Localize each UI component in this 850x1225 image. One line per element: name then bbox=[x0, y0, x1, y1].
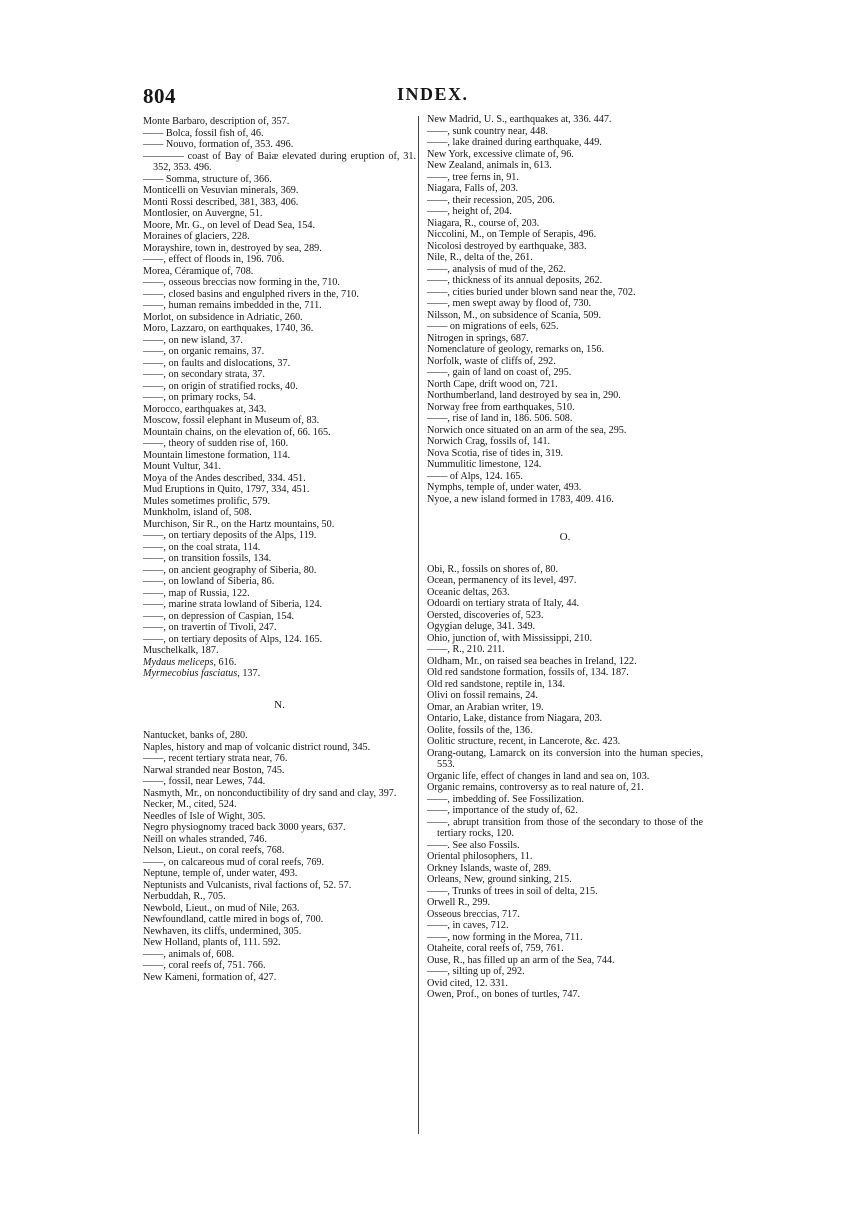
index-entry: New Holland, plants of, 111. 592. bbox=[143, 937, 281, 948]
index-entry: Needles of Isle of Wight, 305. bbox=[143, 810, 266, 822]
index-entry: Oceanic deltas, 263. bbox=[427, 586, 510, 598]
index-entry: New Kameni, formation of, 427. bbox=[143, 971, 277, 983]
index-entry: Nantucket, banks of, 280. bbox=[143, 730, 248, 741]
index-section-n bbox=[143, 730, 416, 983]
index-entry: Niagara, Falls of, 203. bbox=[427, 183, 519, 194]
index-entry: ——, fossil, near Lewes, 744. bbox=[143, 776, 266, 787]
index-column-right bbox=[427, 114, 703, 1001]
page-title: INDEX. bbox=[397, 84, 469, 104]
index-section-m bbox=[143, 116, 416, 657]
index-entry: Orleans, New, ground sinking, 215. bbox=[427, 874, 572, 885]
index-entry: ——, abrupt transition from those of the secondary to those of the tertiary rocks, 120. bbox=[427, 816, 703, 839]
index-entry: ——, importance of the study of, 62. bbox=[427, 805, 578, 816]
index-entry: Nitrogen in springs, 687. bbox=[427, 332, 529, 344]
index-entry: ——, on calcareous mud of coral reefs, 769. bbox=[143, 856, 325, 868]
column-divider bbox=[418, 116, 419, 1134]
index-entry: Nummulitic limestone, 124. bbox=[427, 459, 542, 470]
index-entry: Ocean, permanency of its level, 497. bbox=[427, 575, 577, 586]
index-entry: Newfoundland, cattle mired in bogs of, 700. bbox=[143, 914, 324, 925]
index-entry: ——, on tertiary deposits of Alps, 124. 165. bbox=[143, 633, 323, 645]
index-entry: Osseous breccias, 717. bbox=[427, 908, 520, 920]
index-entry: Mountain limestone formation, 114. bbox=[143, 449, 291, 461]
index-entry: ——, height of, 204. bbox=[427, 206, 512, 217]
index-entry: ——, osseous breccias now forming in the, 710. bbox=[143, 277, 340, 288]
index-entry: Oldham, Mr., on raised sea beaches in Ireland, 122. bbox=[427, 655, 637, 667]
index-entry: Mud Eruptions in Quito, 1797, 334, 451. bbox=[143, 484, 310, 495]
index-entry: ——, theory of sudden rise of, 160. bbox=[143, 438, 289, 449]
index-entry: Munkholm, island of, 508. bbox=[143, 507, 252, 518]
index-entry: Owen, Prof., on bones of turtles, 747. bbox=[427, 989, 581, 1000]
index-entry: Mules sometimes prolific, 579. bbox=[143, 495, 271, 507]
index-entry: ——, imbedding of. See Fossilization. bbox=[427, 793, 585, 805]
index-entry: ——, on origin of stratified rocks, 40. bbox=[143, 380, 298, 392]
index-entry: Moore, Mr. G., on level of Dead Sea, 154. bbox=[143, 219, 316, 231]
index-section-n-continued bbox=[427, 114, 703, 505]
index-entry: —— of Alps, 124. 165. bbox=[427, 470, 523, 482]
index-entry: —— Bolca, fossil fish of, 46. bbox=[143, 127, 264, 139]
index-entry: ——, on new island, 37. bbox=[143, 334, 243, 346]
index-entry: Norfolk, waste of cliffs of, 292. bbox=[427, 355, 556, 367]
index-entry: Nilsson, M., on subsidence of Scania, 509. bbox=[427, 309, 602, 321]
index-entry: Ogygian deluge, 341. 349. bbox=[427, 621, 536, 632]
index-entry: Old red sandstone, reptile in, 134. bbox=[427, 678, 566, 690]
index-entry: New Zealand, animals in, 613. bbox=[427, 160, 552, 171]
index-entry: Orwell R., 299. bbox=[427, 897, 491, 908]
index-entry: Muschelkalk, 187. bbox=[143, 645, 219, 656]
index-entry: ——, tree ferns in, 91. bbox=[427, 171, 519, 183]
index-entry: Olivi on fossil remains, 24. bbox=[427, 690, 538, 701]
index-entry: Morocco, earthquakes at, 343. bbox=[143, 403, 267, 415]
index-entry: Nova Scotia, rise of tides in, 319. bbox=[427, 447, 564, 459]
index-entry: Nomenclature of geology, remarks on, 156. bbox=[427, 344, 605, 355]
index-entry: Murchison, Sir R., on the Hartz mountains, 50. bbox=[143, 518, 335, 530]
index-entry: Ovid cited, 12. 331. bbox=[427, 977, 508, 989]
index-entry-italic bbox=[143, 657, 416, 669]
index-entry: Moya of the Andes described, 334. 451. bbox=[143, 472, 306, 484]
index-entry: ——, on organic remains, 37. bbox=[143, 346, 265, 357]
index-entry: Newhaven, its cliffs, undermined, 305. bbox=[143, 925, 302, 937]
index-entry: ——, on tertiary deposits of the Alps, 119. bbox=[143, 530, 317, 541]
index-column-left bbox=[143, 116, 416, 983]
index-entry: New York, excessive climate of, 96. bbox=[427, 148, 574, 160]
index-entry: Old red sandstone formation, fossils of, 134. 187. bbox=[427, 667, 629, 678]
index-entry: Monti Rossi described, 381, 383, 406. bbox=[143, 196, 299, 208]
index-entry: Nile, R., delta of the, 261. bbox=[427, 252, 533, 263]
index-entry: Niagara, R., course of, 203. bbox=[427, 217, 540, 229]
index-entry: ——, effect of floods in, 196. 706. bbox=[143, 254, 285, 265]
index-entry: Nelson, Lieut., on coral reefs, 768. bbox=[143, 845, 285, 856]
index-entry: New Madrid, U. S., earthquakes at, 336. 447. bbox=[427, 114, 612, 125]
index-entry: North Cape, drift wood on, 721. bbox=[427, 378, 558, 390]
index-entry: Morea, Céramique of, 708. bbox=[143, 265, 254, 277]
index-section-m-italic bbox=[143, 657, 416, 680]
index-entry: ——, Trunks of trees in soil of delta, 215. bbox=[427, 885, 598, 897]
index-entry: —— Somma, structure of, 366. bbox=[143, 173, 272, 185]
index-entry: ——, rise of land in, 186. 506. 508. bbox=[427, 413, 573, 424]
index-entry: Ontario, Lake, distance from Niagara, 203. bbox=[427, 713, 603, 724]
index-entry: Nerbuddah, R., 705. bbox=[143, 891, 226, 902]
index-entry: Mountain chains, on the elevation of, 66. 165. bbox=[143, 426, 331, 438]
index-entry: Organic life, effect of changes in land and sea on, 103. bbox=[427, 770, 650, 782]
index-entry: Neill on whales stranded, 746. bbox=[143, 833, 267, 845]
index-entry: Oriental philosophers, 11. bbox=[427, 851, 533, 862]
index-entry: ——, on faults and dislocations, 37. bbox=[143, 357, 291, 369]
index-entry: ——, silting up of, 292. bbox=[427, 966, 525, 977]
section-heading-n: N. bbox=[274, 698, 285, 711]
index-entry: Niccolini, M., on Temple of Serapis, 496. bbox=[427, 229, 597, 240]
index-entry: Monte Barbaro, description of, 357. bbox=[143, 116, 290, 127]
index-entry: ——, their recession, 205, 206. bbox=[427, 194, 555, 206]
index-section-o bbox=[427, 564, 703, 1001]
index-entry-italic bbox=[143, 668, 416, 680]
index-entry: Nymphs, temple of, under water, 493. bbox=[427, 482, 582, 493]
index-entry: Neptune, temple of, under water, 493. bbox=[143, 868, 298, 879]
species-name: Mydaus meliceps bbox=[143, 656, 214, 668]
index-entry: ——, closed basins and engulphed rivers in the, 710. bbox=[143, 288, 359, 300]
index-entry: Newbold, Lieut., on mud of Nile, 263. bbox=[143, 902, 300, 914]
index-entry: Orkney Islands, waste of, 289. bbox=[427, 862, 552, 874]
index-entry: —— on migrations of eels, 625. bbox=[427, 321, 559, 332]
species-name: Myrmecobius fasciatus bbox=[143, 668, 238, 679]
index-entry: ——, gain of land on coast of, 295. bbox=[427, 367, 572, 378]
index-entry: Morlot, on subsidence in Adriatic, 260. bbox=[143, 311, 303, 323]
index-entry: ——, lake drained during earthquake, 449. bbox=[427, 137, 602, 148]
index-entry: ——, marine strata lowland of Siberia, 124. bbox=[143, 599, 323, 610]
index-entry: Organic remains, controversy as to real nature of, 21. bbox=[427, 782, 644, 793]
index-entry: Obi, R., fossils on shores of, 80. bbox=[427, 563, 559, 575]
index-entry: Nasmyth, Mr., on nonconductibility of dry sand and clay, 397. bbox=[143, 787, 397, 799]
index-entry: ——, coral reefs of, 751. 766. bbox=[143, 960, 266, 971]
index-entry: ——, human remains imbedded in the, 711. bbox=[143, 300, 322, 311]
index-entry: ——, on depression of Caspian, 154. bbox=[143, 610, 295, 622]
index-entry: ——, now forming in the Morea, 711. bbox=[427, 931, 583, 943]
index-entry: —— Nouvo, formation of, 353. 496. bbox=[143, 139, 294, 150]
index-entry: Moscow, fossil elephant in Museum of, 83. bbox=[143, 415, 320, 426]
index-entry: Orang-outang, Lamarck on its conversion into the human species, 553. bbox=[427, 747, 703, 770]
index-entry: Nyoe, a new island formed in 1783, 409. 416. bbox=[427, 493, 614, 505]
index-entry: Montlosier, on Auvergne, 51. bbox=[143, 208, 263, 219]
index-entry: ——, recent tertiary strata near, 76. bbox=[143, 753, 288, 764]
index-entry: Nicolosi destroyed by earthquake, 383. bbox=[427, 240, 587, 252]
index-entry: ——, on secondary strata, 37. bbox=[143, 369, 265, 380]
index-entry: ——, map of Russia, 122. bbox=[143, 587, 250, 599]
index-entry: ——, on primary rocks, 54. bbox=[143, 392, 256, 403]
index-entry: ——, on the coal strata, 114. bbox=[143, 541, 261, 553]
index-entry: Oersted, discoveries of, 523. bbox=[427, 609, 544, 621]
index-entry: Ohio, junction of, with Mississippi, 210. bbox=[427, 632, 592, 644]
index-entry: Otaheite, coral reefs of, 759, 761. bbox=[427, 943, 564, 954]
index-entry: ——, thickness of its annual deposits, 262. bbox=[427, 275, 603, 286]
index-entry: ——, animals of, 608. bbox=[143, 948, 235, 960]
index-entry: Norwich once situated on an arm of the sea, 295. bbox=[427, 424, 627, 436]
index-entry: ——, sunk country near, 448. bbox=[427, 125, 548, 137]
index-entry: Naples, history and map of volcanic district round, 345. bbox=[143, 741, 371, 753]
index-entry: Oolite, fossils of the, 136. bbox=[427, 724, 533, 736]
index-entry: Morayshire, town in, destroyed by sea, 289. bbox=[143, 242, 322, 254]
index-entry: ——, on travertin of Tivoli, 247. bbox=[143, 622, 277, 633]
index-entry: Narwal stranded near Boston, 745. bbox=[143, 764, 285, 776]
index-entry: Monticelli on Vesuvian minerals, 369. bbox=[143, 185, 299, 196]
index-entry: Oolitic structure, recent, in Lancerote, &c. 423. bbox=[427, 736, 621, 747]
index-entry: ——, on lowland of Siberia, 86. bbox=[143, 576, 275, 587]
index-entry: ——, analysis of mud of the, 262. bbox=[427, 263, 566, 275]
index-entry: ———— coast of Bay of Baiæ elevated during eruption of, 31. 352, 353. 496. bbox=[143, 150, 416, 173]
index-entry: ——, on transition fossils, 134. bbox=[143, 553, 272, 564]
section-heading-o: O. bbox=[559, 531, 571, 543]
index-entry: Norway free from earthquakes, 510. bbox=[427, 401, 575, 413]
index-entry: Moro, Lazzaro, on earthquakes, 1740, 36. bbox=[143, 323, 314, 334]
index-entry: Odoardi on tertiary strata of Italy, 44. bbox=[427, 598, 580, 609]
index-entry: Negro physiognomy traced back 3000 years, 637. bbox=[143, 822, 346, 833]
index-entry: ——, men swept away by flood of, 730. bbox=[427, 298, 592, 309]
index-entry: ——, R., 210. 211. bbox=[427, 644, 505, 655]
index-entry: Ouse, R., has filled up an arm of the Sea, 744. bbox=[427, 954, 615, 966]
index-entry: Neptunists and Vulcanists, rival factions of, 52. 57. bbox=[143, 879, 352, 891]
page-number: 804 bbox=[143, 84, 176, 108]
index-entry: Omar, an Arabian writer, 19. bbox=[427, 701, 544, 713]
index-entry: ——. See also Fossils. bbox=[427, 839, 520, 851]
entry-pages: , 616. bbox=[213, 656, 237, 668]
entry-pages: , 137. bbox=[237, 668, 261, 679]
index-entry: ——, on ancient geography of Siberia, 80. bbox=[143, 564, 317, 576]
index-entry: Norwich Crag, fossils of, 141. bbox=[427, 436, 551, 447]
index-entry: ——, cities buried under blown sand near the, 702. bbox=[427, 286, 636, 298]
index-entry: Necker, M., cited, 524. bbox=[143, 799, 237, 810]
index-entry: ——, in caves, 712. bbox=[427, 920, 509, 931]
index-entry: Mount Vultur, 341. bbox=[143, 461, 222, 472]
index-entry: Northumberland, land destroyed by sea in, 290. bbox=[427, 390, 621, 401]
index-entry: Moraines of glaciers, 228. bbox=[143, 231, 250, 242]
